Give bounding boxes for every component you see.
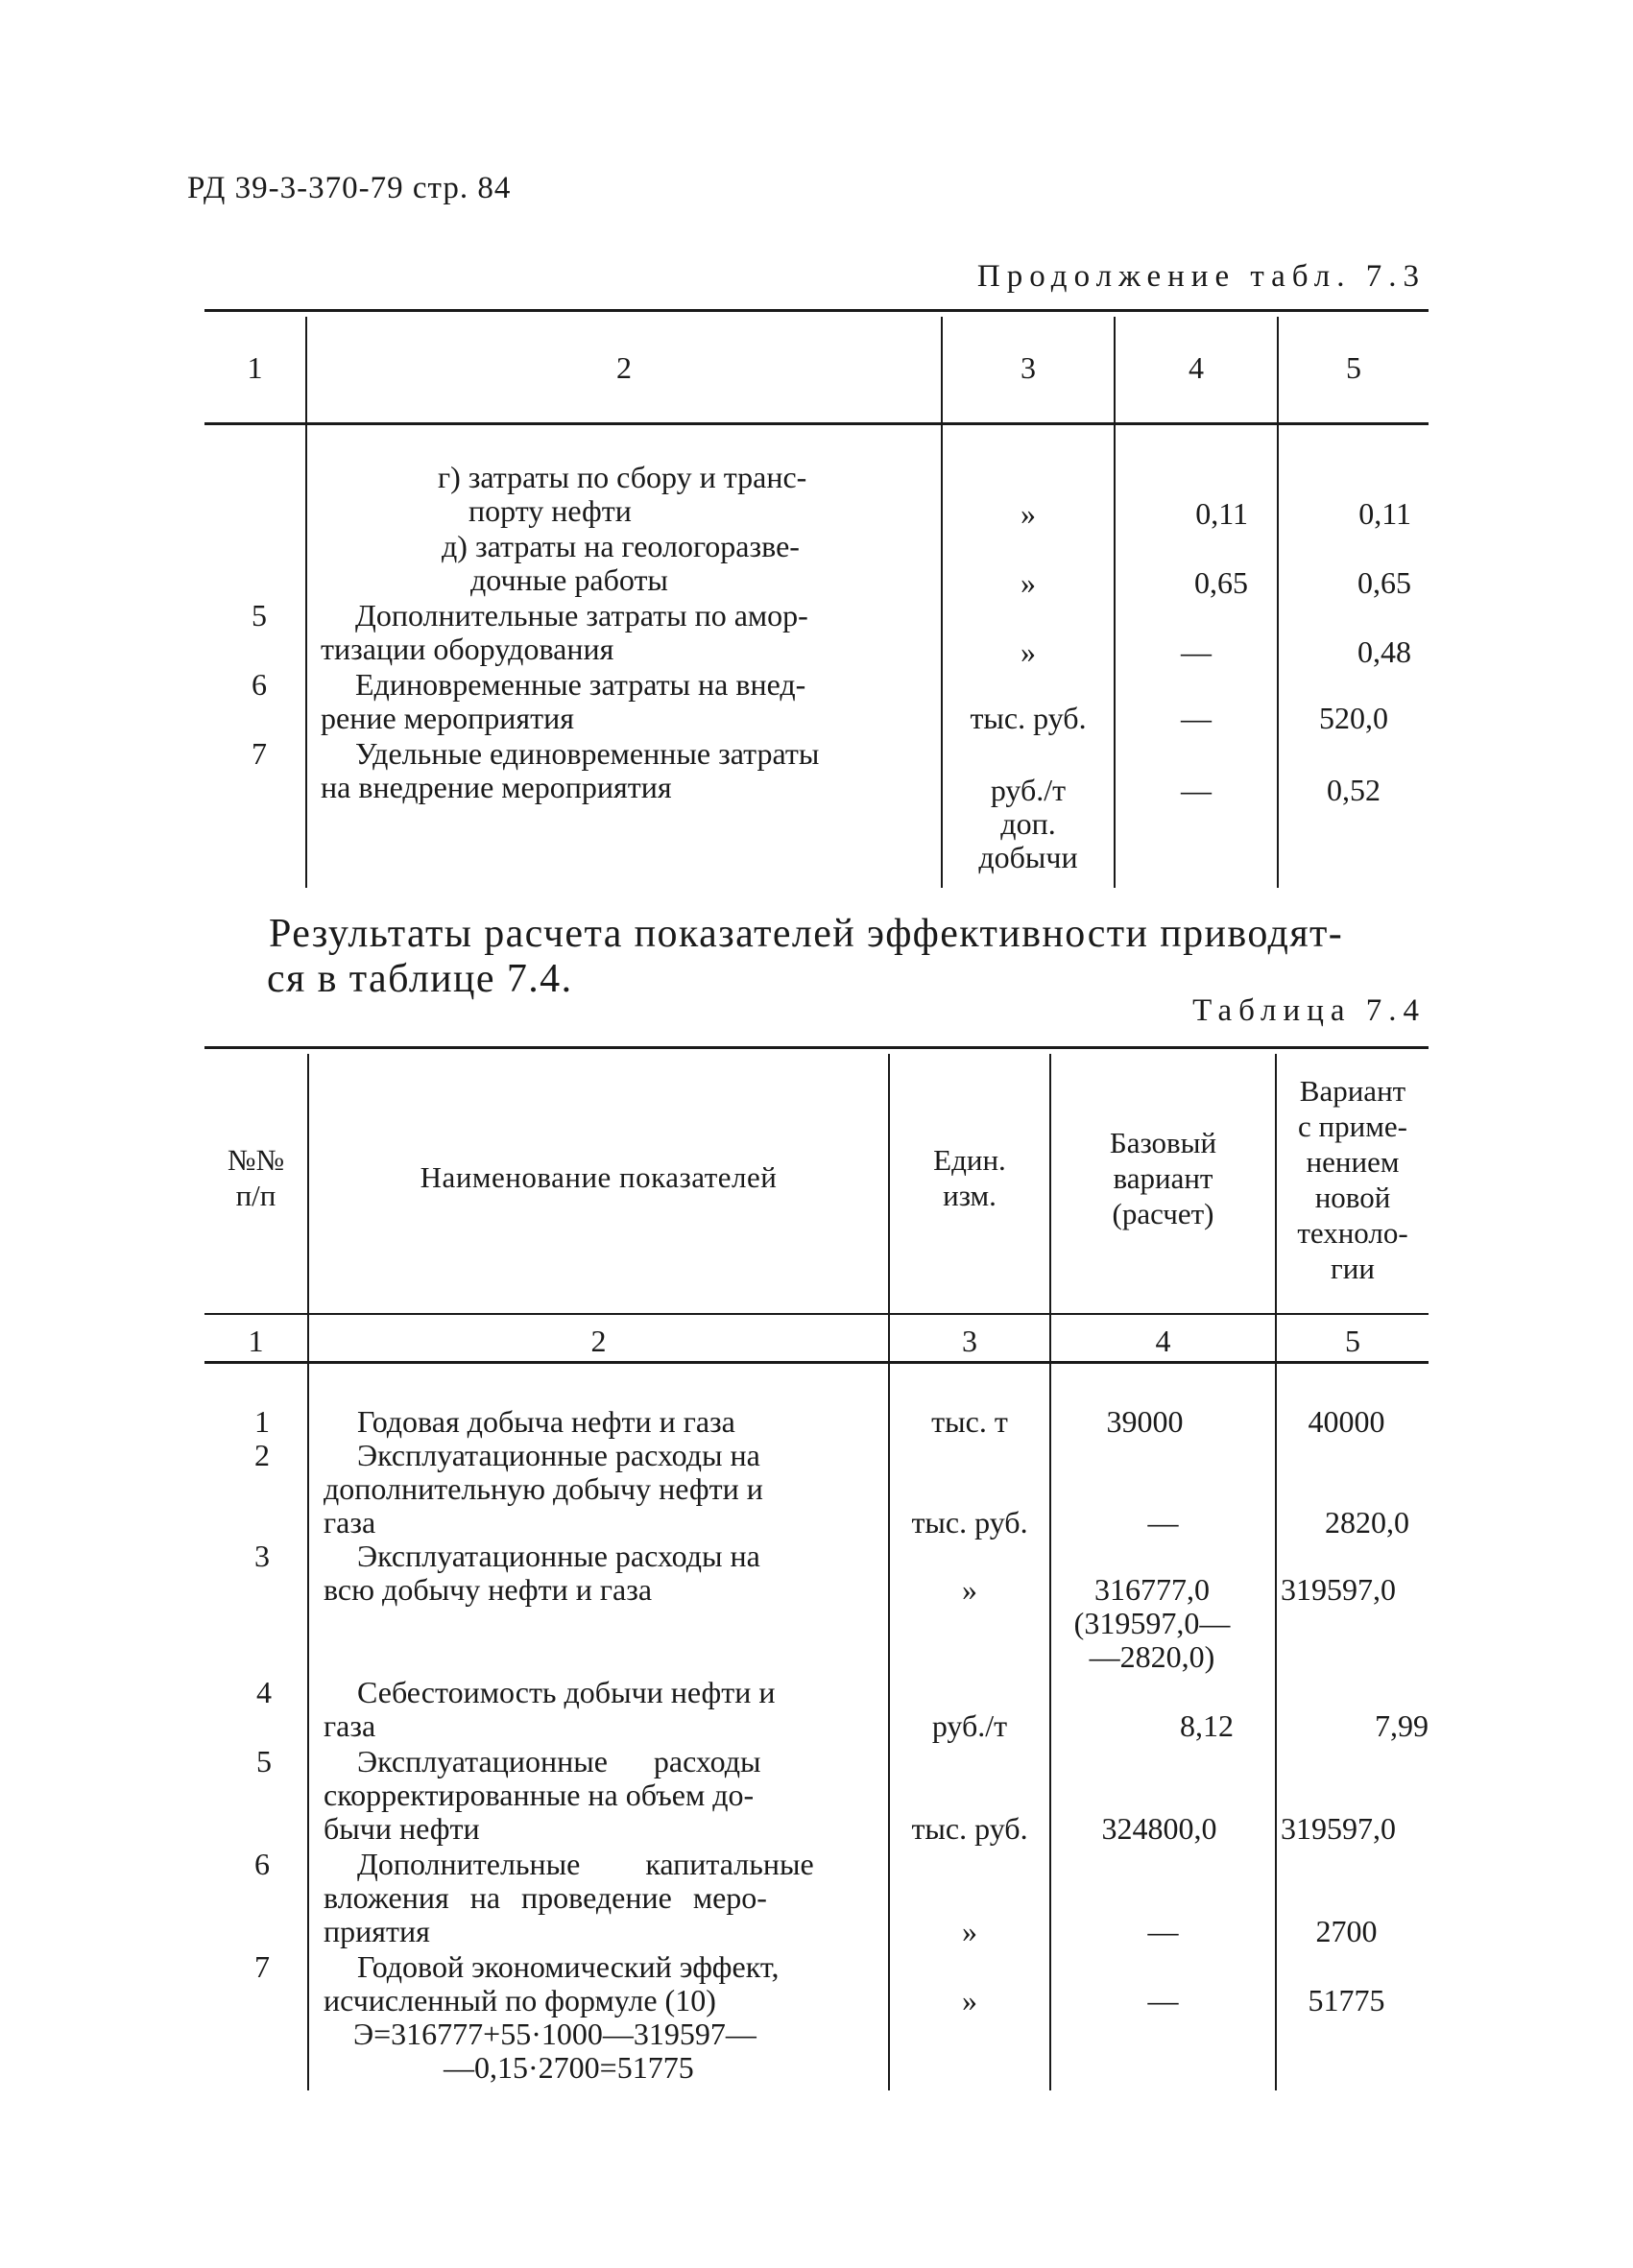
table-7-4-colnum: 2 [590,1324,607,1358]
table-7-3-colnum: 2 [616,350,632,385]
row-new-value: 51775 [1308,1983,1385,2017]
row-name-line: дополнительную добычу нефти и [324,1471,763,1506]
header-new-line: с приме- [1298,1110,1407,1143]
paragraph-line: ся в таблице 7.4. [267,957,573,1001]
row-name-line: Дополнительные затраты по амор- [355,598,808,633]
row-name-line: Эксплуатационные расходы [357,1744,761,1779]
row-name-line: порту нефти [468,493,632,528]
table-7-3-top-rule [204,309,1429,312]
table-7-4-top-rule [204,1046,1429,1049]
header-base-line: вариант [1113,1161,1213,1195]
table-7-4-header-rule [204,1313,1429,1315]
row-base-value-line: (319597,0— [1073,1606,1231,1640]
row-base-value-line: 316777,0 [1094,1572,1210,1607]
row-name-line: всю добычу нефти и газа [324,1572,653,1607]
row-unit: » [1021,565,1036,600]
row-new-value: 319597,0 [1281,1572,1396,1607]
row-unit: » [962,1914,977,1948]
row-new-value: 7,99 [1375,1708,1429,1743]
table-7-3-caption: Продолжение табл. 7.3 [976,259,1426,294]
row-name-line: Эксплуатационные расходы на [357,1438,760,1472]
table-7-4-colnum: 3 [962,1324,977,1358]
row-number: 7 [254,1949,270,1984]
table-7-4-colnum: 1 [248,1324,264,1358]
table-7-4-colnum: 5 [1345,1324,1360,1358]
row-base-value: — [1181,701,1212,735]
row-name-line: дочные работы [470,562,668,597]
row-name-line: Дополнительные капитальные [357,1847,814,1881]
header-name: Наименование показателей [420,1160,778,1194]
row-name-line: исчисленный по формуле (10) [324,1983,716,2017]
row-unit: тыс. руб. [911,1811,1028,1846]
row-unit-line: добычи [978,840,1078,874]
row-new-value: 520,0 [1319,701,1388,735]
row-base-value: 0,65 [1194,565,1248,600]
row-number: 5 [252,598,267,633]
row-unit: » [1021,496,1036,531]
row-name-line: газа [324,1708,376,1743]
page-header: РД 39-3-370-79 стр. 84 [187,171,512,205]
row-unit: руб./т [931,1708,1008,1743]
header-new-line: гии [1331,1252,1375,1285]
row-new-value: 0,52 [1327,773,1381,807]
row-name-line: приятия [324,1914,430,1948]
header-num-line: п/п [235,1179,276,1212]
row-base-value: — [1147,1505,1179,1540]
row-name-line: Себестоимость добычи нефти и [357,1675,776,1709]
row-formula-line: Э=316777+55·1000—319597— [353,2017,756,2051]
row-name-line: вложения на проведение меро- [324,1880,767,1915]
row-name-line: газа [324,1505,376,1540]
row-base-value-line: —2820,0) [1089,1639,1215,1674]
row-new-value: 40000 [1308,1404,1385,1439]
table-7-3-col-divider [305,317,307,888]
row-new-value: 0,11 [1358,496,1411,531]
table-7-3-colnum: 5 [1346,350,1361,385]
row-unit: тыс. руб. [911,1505,1028,1540]
header-unit-line: Един. [933,1143,1006,1177]
header-new-line: нением [1306,1145,1400,1179]
table-7-4-col-divider [307,1054,309,2090]
row-number: 3 [254,1539,270,1573]
row-base-value: — [1181,634,1212,669]
paragraph-line: Результаты расчета показателей эффективности приводят- [269,912,1344,956]
row-number: 2 [254,1438,270,1472]
row-base-value: 39000 [1106,1404,1184,1439]
table-7-3-colnum: 4 [1189,350,1204,385]
row-number: 5 [256,1744,272,1779]
row-name-line: д) затраты на геологоразве- [442,529,800,563]
row-number: 4 [256,1675,272,1709]
row-name-line: Удельные единовременные затраты [355,736,820,771]
row-unit-line: руб./т [990,773,1067,807]
row-name-line: тизации оборудования [321,632,614,666]
row-base-value: 324800,0 [1101,1811,1217,1846]
table-7-4-caption: Таблица 7.4 [1192,993,1426,1028]
row-name-line: г) затраты по сбору и транс- [438,460,807,494]
table-7-3-header-rule [204,422,1429,425]
row-name-line: Единовременные затраты на внед- [355,667,806,702]
row-base-value: — [1181,773,1212,807]
body-paragraph [269,912,1430,1002]
table-7-4-colnum-rule [204,1361,1429,1364]
header-unit-line: изм. [943,1179,997,1212]
row-new-value: 0,48 [1357,634,1411,669]
row-new-value: 0,65 [1357,565,1411,600]
row-number: 6 [254,1847,270,1881]
row-number: 1 [254,1404,270,1439]
row-new-value: 319597,0 [1281,1811,1396,1846]
header-num-line: №№ [227,1143,285,1177]
row-unit: тыс. т [931,1404,1008,1439]
header-new-line: Вариант [1299,1074,1406,1108]
row-name-line: бычи нефти [324,1811,480,1846]
header-base-line: (расчет) [1112,1197,1214,1230]
row-number: 7 [252,736,267,771]
header-base-line: Базовый [1109,1126,1217,1159]
row-name-line: на внедрение мероприятия [321,770,672,804]
table-7-4-colnum: 4 [1155,1324,1171,1358]
row-unit: » [1021,634,1036,669]
row-name-line: рение мероприятия [321,701,574,735]
header-new-line: техноло- [1297,1216,1408,1250]
row-base-value: — [1147,1983,1179,2017]
row-name-line: Годовой экономический эффект, [357,1949,780,1984]
row-base-value: 8,12 [1180,1708,1234,1743]
row-unit-line: доп. [1000,806,1056,841]
table-7-3-colnum: 3 [1021,350,1036,385]
row-base-value: 0,11 [1195,496,1248,531]
row-new-value: 2820,0 [1325,1505,1409,1540]
row-name-line: скорректированные на объем до- [324,1778,755,1812]
row-new-value: 2700 [1315,1914,1378,1948]
row-unit: » [962,1572,977,1607]
row-unit: тыс. руб. [970,701,1087,735]
row-formula-line: —0,15·2700=51775 [444,2050,694,2085]
row-unit: » [962,1983,977,2017]
header-new-line: новой [1314,1181,1391,1214]
row-number: 6 [252,667,267,702]
row-base-value: — [1147,1914,1179,1948]
table-7-3-colnum: 1 [247,350,263,385]
row-name-line: Эксплуатационные расходы на [357,1539,760,1573]
row-name-line: Годовая добыча нефти и газа [357,1404,735,1439]
